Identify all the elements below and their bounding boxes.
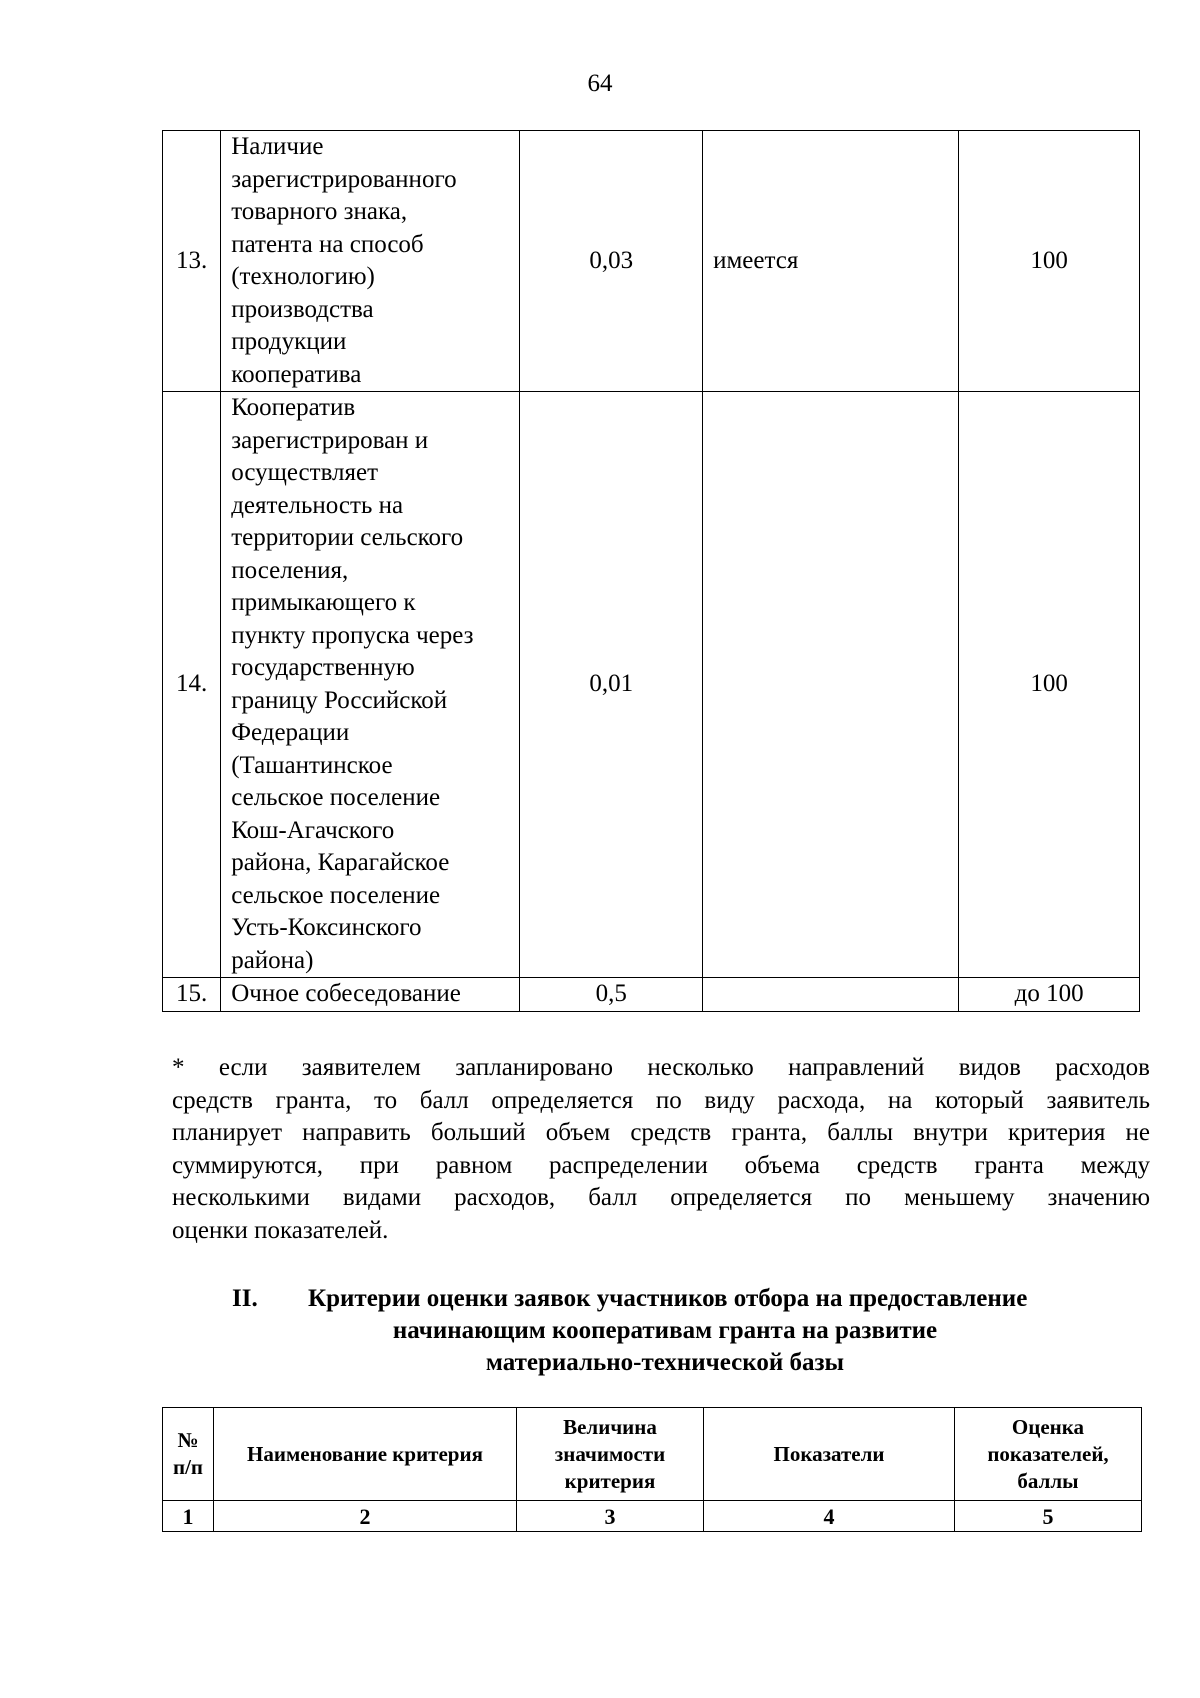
criterion-name-line: Кооператив <box>231 394 356 421</box>
section-title-line: начинающим кооперативам гранта на развитие <box>392 1317 938 1344</box>
header-text: № <box>177 1428 199 1452</box>
criterion-score: 100 <box>959 131 1140 392</box>
header-cell-number <box>163 1408 214 1501</box>
footnote-line: * если заявителем запланировано несколько направлений видов расходов <box>172 1054 1150 1081</box>
header-row <box>163 1408 1142 1501</box>
criterion-name-line: Федерации <box>231 719 350 746</box>
criteria-table-header <box>162 1407 1142 1532</box>
footnote-line: суммируются, при равном распределении объема средств гранта между <box>172 1151 1150 1179</box>
section-title-line: Критерии оценки заявок участников отбора на предоставление <box>308 1285 1028 1312</box>
column-number: 5 <box>955 1501 1142 1532</box>
criterion-name-line: государственную <box>231 654 415 681</box>
header-cell-weight <box>517 1408 704 1501</box>
footnote-line: несколькими видами расходов, балл определяется по меньшему значению <box>172 1184 1150 1211</box>
criterion-name-line: осуществляет <box>231 459 379 486</box>
table-row <box>163 392 1140 978</box>
criterion-name-line: примыкающего к <box>231 589 416 616</box>
header-text: значимости <box>554 1441 666 1466</box>
criterion-name-line: кооператива <box>231 360 362 388</box>
criterion-name-line: сельское поселение <box>231 881 441 909</box>
header-text: критерия <box>564 1468 656 1493</box>
criterion-name-line: Усть-Коксинского <box>231 914 422 941</box>
criteria-table-continued <box>162 130 1140 1012</box>
footnote-line: планирует направить больший объем средств гранта, баллы внутри критерия не <box>172 1119 1150 1146</box>
criterion-name-line: зарегистрирован и <box>231 426 429 454</box>
criterion-score: 100 <box>959 392 1140 978</box>
row-number: 14. <box>163 392 221 978</box>
criterion-indicator <box>703 392 959 978</box>
criterion-weight: 0,03 <box>520 131 703 392</box>
column-number: 2 <box>214 1501 517 1532</box>
table-row <box>163 978 1140 1012</box>
criterion-weight: 0,01 <box>520 392 703 978</box>
column-number: 4 <box>704 1501 955 1532</box>
header-text: Наименование критерия <box>247 1441 483 1466</box>
criterion-name-line: (технологию) <box>231 263 375 290</box>
footnote-line: оценки показателей. <box>172 1216 389 1244</box>
header-text: п/п <box>172 1455 204 1479</box>
header-text: Оценка <box>1011 1414 1085 1439</box>
criterion-name-line: производства <box>231 295 374 323</box>
criterion-name-line: сельское поселение <box>231 784 441 811</box>
page-number: 64 <box>587 70 613 97</box>
header-text: Величина <box>563 1414 657 1439</box>
footnote <box>172 1052 1150 1247</box>
criterion-indicator: имеется <box>703 131 959 392</box>
criterion-name-line: района, Карагайское <box>231 849 450 876</box>
footnote-line: средств гранта, то балл определяется по виду расхода, на который заявитель <box>172 1086 1150 1114</box>
column-number: 1 <box>163 1501 214 1532</box>
header-text: показателей, <box>987 1441 1109 1466</box>
column-number-row <box>163 1501 1142 1532</box>
criterion-name <box>221 131 520 392</box>
criterion-name-line: Наличие <box>231 133 324 160</box>
criterion-name-line: Очное собеседование <box>231 980 461 1007</box>
header-cell-indicators <box>704 1408 955 1501</box>
criterion-name-line: товарного знака, <box>231 198 408 225</box>
criterion-name-line: (Ташантинское <box>231 751 393 779</box>
criterion-name-line: района) <box>231 946 314 974</box>
header-text: Показатели <box>773 1441 885 1466</box>
criterion-name-line: продукции <box>231 328 347 355</box>
criterion-name-line: границу Российской <box>231 686 448 714</box>
criterion-score: до 100 <box>959 978 1140 1012</box>
section-number: II. <box>232 1285 258 1312</box>
criterion-indicator <box>703 978 959 1012</box>
criterion-name-line: территории сельского <box>231 524 464 551</box>
header-text: баллы <box>1017 1468 1079 1493</box>
criterion-name-line: пункту пропуска через <box>231 621 474 649</box>
criterion-weight: 0,5 <box>520 978 703 1012</box>
criterion-name <box>221 978 520 1012</box>
section-title-line: материально-технической базы <box>485 1349 845 1376</box>
criterion-name-line: Кош-Агачского <box>231 816 395 844</box>
criterion-name-line: деятельность на <box>231 491 404 519</box>
criterion-name-line: патента на способ <box>231 230 424 258</box>
table-row <box>163 131 1140 392</box>
criterion-name-line: поселения, <box>231 556 349 584</box>
criterion-name <box>221 392 520 978</box>
header-cell-name <box>214 1408 517 1501</box>
row-number: 15. <box>163 978 221 1012</box>
column-number: 3 <box>517 1501 704 1532</box>
row-number: 13. <box>163 131 221 392</box>
criterion-name-line: зарегистрированного <box>231 165 457 193</box>
header-cell-score <box>955 1408 1142 1501</box>
